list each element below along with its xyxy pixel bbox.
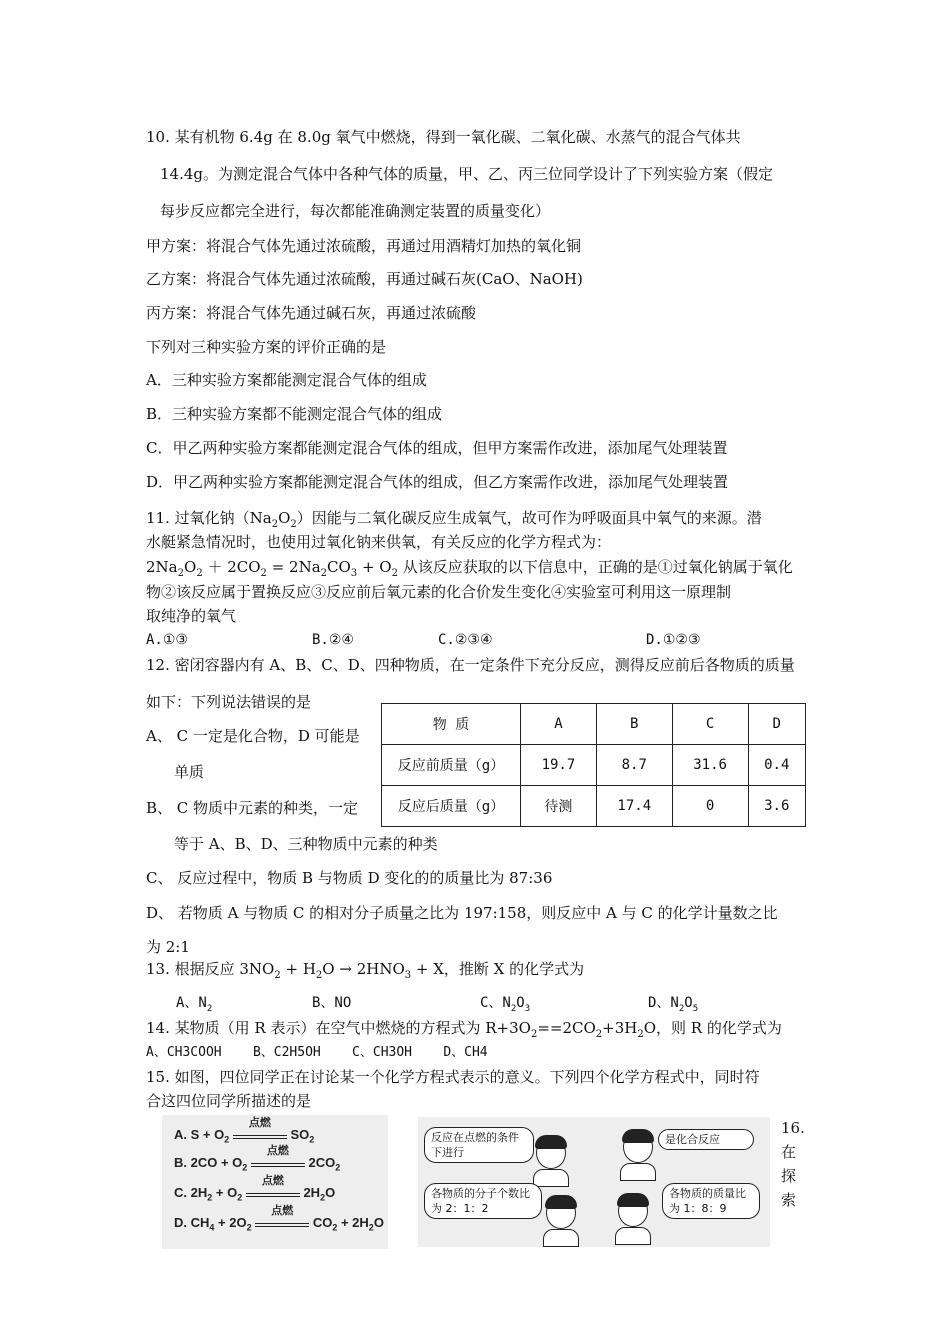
table-header-cell: 物 质	[382, 704, 521, 745]
q13-line1: 13. 根据反应 $3NO_2 + H_2O \to 2HNO_3 + X$，推断 X 的化学式为	[146, 960, 585, 981]
q11-line4: 物②该反应属于置换反应③反应前后氧元素的化合价发生变化④实验室可利用这一原理制	[146, 583, 732, 601]
q11-line3: $2Na_2O_2 + 2CO_2 = 2Na_2CO_3 + O_2$ 从该反应获取的以下信息中，正确的是①过氧化钠属于氧化	[146, 558, 793, 579]
speech-bubble-3: 各物质的分子个数比为 2：1：2	[424, 1183, 542, 1219]
speech-bubble-2: 是化合反应	[658, 1129, 754, 1150]
q15-line2: 合这四位同学所描述的是	[146, 1092, 312, 1110]
q11-option-d: D.①②③	[646, 632, 701, 648]
q12-option-d2: 为 2:1	[146, 938, 190, 956]
q10-plan-a: 甲方案：将混合气体先通过浓硫酸，再通过用酒精灯加热的氧化铜	[146, 237, 582, 255]
q10-option-d: D．甲乙两种实验方案都能测定混合气体的组成，但乙方案需作改进，添加尾气处理装置	[146, 473, 729, 491]
table-cell: 17.4	[596, 786, 672, 827]
speech-bubble-4: 各物质的质量比为 1：8：9	[662, 1183, 760, 1219]
table-cell: 反应后质量（g）	[382, 786, 521, 827]
q11-line5: 取纯净的氧气	[146, 607, 237, 625]
q12-line2: 如下：下列说法错误的是	[146, 693, 312, 711]
table-cell: 8.7	[596, 745, 672, 786]
equation-d: D. $CH_4 + 2O_2$ 点燃 $CO_2 + 2H_2O$	[174, 1205, 384, 1233]
q11-line1: 11. 过氧化钠$(Na_2O_2)$因能与二氧化碳反应生成氧气，故可作为呼吸面具中氧气的来源。潜	[146, 509, 762, 530]
q11-option-a: A.①③	[146, 632, 188, 648]
students-figure	[418, 1117, 770, 1247]
equation-a: A. $S + O_2$ 点燃 $SO_2$	[174, 1117, 315, 1145]
q12-option-a1: A、 C 一定是化合物，D 可能是	[146, 727, 360, 745]
q10-plan-b: 乙方案：将混合气体先通过浓硫酸，再通过碱石灰(CaO、NaOH)	[146, 270, 583, 288]
table-cell: 0	[672, 786, 748, 827]
table-header-cell: B	[596, 704, 672, 745]
student-head-1	[536, 1137, 566, 1169]
condition-sign: 点燃	[246, 1185, 300, 1197]
q14-line1: 14. 某物质（用 R 表示）在空气中燃烧的方程式为 $R+3O_2==2CO_2+3H_2O$，则 R 的化学式为	[146, 1019, 782, 1040]
table-cell: 0.4	[748, 745, 805, 786]
q12-line1: 12. 密闭容器内有 A、B、C、D、四种物质，在一定条件下充分反应，测得反应前后各物质的质量	[146, 656, 795, 674]
table-row	[382, 786, 806, 827]
speech-bubble-1: 反应在点燃的条件下进行	[424, 1127, 534, 1163]
q14-option-c: C、CH3OH	[352, 1045, 413, 1060]
mass-table	[381, 703, 806, 827]
equation-c: C. $2H_2 + O_2$ 点燃 $2H_2O$	[174, 1175, 336, 1203]
condition-sign: 点燃	[255, 1215, 309, 1227]
q13-option-d: D、$N_2O_5$	[648, 995, 699, 1014]
table-cell: 3.6	[748, 786, 805, 827]
q10-prompt: 下列对三种实验方案的评价正确的是	[146, 338, 387, 356]
student-body-3	[543, 1229, 579, 1247]
q16-char: 在	[781, 1143, 797, 1161]
student-body-1	[533, 1169, 569, 1187]
table-header-cell: A	[521, 704, 597, 745]
table-cell: 反应前质量（g）	[382, 745, 521, 786]
q13-option-b: B、NO	[312, 995, 352, 1011]
q10-line2: 14.4g。为测定混合气体中各种气体的质量，甲、乙、丙三位同学设计了下列实验方案（假定	[160, 165, 774, 183]
q11-line2: 水艇紧急情况时，也使用过氧化钠来供氧，有关反应的化学方程式为：	[146, 533, 612, 551]
q16-char: 索	[781, 1191, 797, 1209]
q16-char: 探	[781, 1167, 797, 1185]
q14-options	[146, 1043, 488, 1063]
q10-line1: 10. 某有机物 6.4g 在 8.0g 氧气中燃烧，得到一氧化碳、二氧化碳、水蒸气的混合气体共	[146, 128, 741, 146]
q11-option-b: B.②④	[312, 632, 354, 648]
q15-line1: 15. 如图，四位同学正在讨论某一个化学方程式表示的意义。下列四个化学方程式中，同时符	[146, 1068, 760, 1086]
q14-option-d: D、CH4	[443, 1045, 488, 1060]
q16-number: 16.	[781, 1119, 805, 1137]
q10-option-c: C．甲乙两种实验方案都能测定混合气体的组成，但甲方案需作改进，添加尾气处理装置	[146, 439, 728, 457]
table-row	[382, 745, 806, 786]
q14-option-a: A、CH3COOH	[146, 1045, 222, 1060]
q12-option-b2: 等于 A、B、D、三种物质中元素的种类	[174, 835, 438, 853]
q12-option-a2: 单质	[174, 763, 205, 781]
q13-option-a: A、$N_2$	[176, 995, 213, 1014]
q13-option-c: C、$N_2O_3$	[480, 995, 531, 1014]
condition-sign: 点燃	[233, 1127, 287, 1139]
student-head-3	[546, 1197, 576, 1229]
equation-b: B. $2CO + O_2$ 点燃 $2CO_2$	[174, 1145, 341, 1173]
table-header-row	[382, 704, 806, 745]
table-header-cell: C	[672, 704, 748, 745]
table-cell: 31.6	[672, 745, 748, 786]
table-cell: 19.7	[521, 745, 597, 786]
condition-sign: 点燃	[251, 1155, 305, 1167]
q10-option-b: B．三种实验方案都不能测定混合气体的组成	[146, 405, 443, 423]
q11-option-c: C.②③④	[438, 632, 493, 648]
equations-figure	[162, 1115, 388, 1249]
student-body-2	[620, 1163, 656, 1181]
q14-option-b: B、C2H5OH	[252, 1045, 321, 1060]
student-head-4	[618, 1195, 648, 1227]
q12-option-b1: B、 C 物质中元素的种类，一定	[146, 799, 359, 817]
q10-line3: 每步反应都完全进行，每次都能准确测定装置的质量变化）	[160, 202, 551, 220]
table-cell: 待测	[521, 786, 597, 827]
q12-option-d1: D、 若物质 A 与物质 C 的相对分子质量之比为 197:158，则反应中 A 与 C 的化学计量数之比	[146, 904, 778, 922]
q12-option-c: C、 反应过程中，物质 B 与物质 D 变化的的质量比为 87:36	[146, 869, 553, 887]
table-header-cell: D	[748, 704, 805, 745]
q10-option-a: A．三种实验方案都能测定混合气体的组成	[146, 371, 427, 389]
student-head-2	[623, 1131, 653, 1163]
q10-plan-c: 丙方案：将混合气体先通过碱石灰，再通过浓硫酸	[146, 304, 477, 322]
student-body-4	[615, 1227, 651, 1245]
